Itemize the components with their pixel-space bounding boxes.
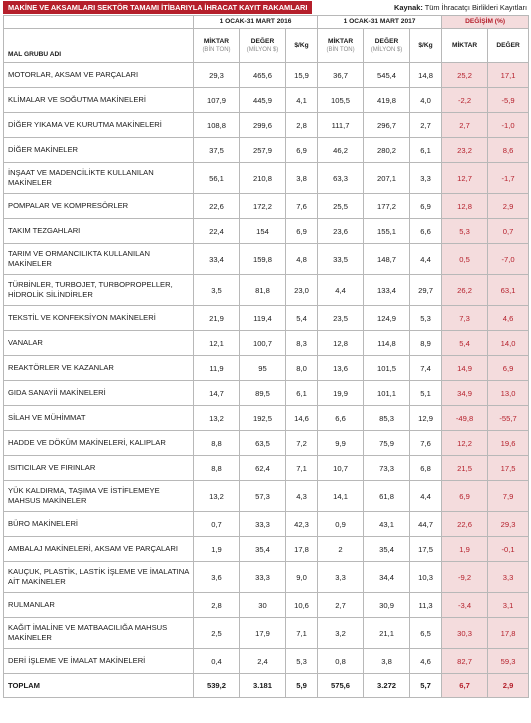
- header-period-2017: 1 OCAK-31 MART 2017: [318, 16, 442, 29]
- header-deger-unit: (MİLYON $): [246, 46, 279, 53]
- row-miktar-2016: 12,1: [194, 331, 240, 356]
- table-row: [4, 649, 529, 674]
- total-deger-2016: 3.181: [240, 674, 286, 698]
- row-usdkg-2016: 15,9: [286, 63, 318, 88]
- row-miktar-2017: 10,7: [318, 456, 364, 481]
- row-miktar-2017: 3,2: [318, 618, 364, 649]
- total-usdkg-2016: 5,9: [286, 674, 318, 698]
- row-name: DİĞER YIKAMA VE KURUTMA MAKİNELERİ: [4, 113, 194, 138]
- row-deger-2017: 296,7: [364, 113, 410, 138]
- row-deger-2016: 81,8: [240, 275, 286, 306]
- row-change-deger: -1,0: [488, 113, 529, 138]
- row-name: ISITICILAR VE FIRINLAR: [4, 456, 194, 481]
- page-title: MAKİNE VE AKSAMLARI SEKTÖR TAMAMI İTİBARIYLA İHRACAT KAYIT RAKAMLARI: [3, 1, 312, 14]
- row-usdkg-2016: 5,3: [286, 649, 318, 674]
- header-miktar-2016: [194, 29, 240, 63]
- row-name: REAKTÖRLER VE KAZANLAR: [4, 356, 194, 381]
- row-usdkg-2016: 10,6: [286, 593, 318, 618]
- header-change-miktar: MİKTAR: [442, 29, 488, 63]
- row-miktar-2017: 0,8: [318, 649, 364, 674]
- row-deger-2016: 172,2: [240, 194, 286, 219]
- row-deger-2016: 299,6: [240, 113, 286, 138]
- row-name: DERİ İŞLEME VE İMALAT MAKİNELERİ: [4, 649, 194, 674]
- header-blank: [4, 16, 194, 29]
- row-change-miktar: 21,5: [442, 456, 488, 481]
- row-deger-2016: 465,6: [240, 63, 286, 88]
- row-usdkg-2016: 4,8: [286, 244, 318, 275]
- row-usdkg-2016: 7,2: [286, 431, 318, 456]
- row-miktar-2017: 9,9: [318, 431, 364, 456]
- row-change-miktar: -2,2: [442, 88, 488, 113]
- table-row: [4, 512, 529, 537]
- row-deger-2016: 89,5: [240, 381, 286, 406]
- row-miktar-2017: 33,5: [318, 244, 364, 275]
- row-deger-2017: 101,5: [364, 356, 410, 381]
- row-name: POMPALAR VE KOMPRESÖRLER: [4, 194, 194, 219]
- row-miktar-2016: 3,6: [194, 562, 240, 593]
- total-change-miktar: 6,7: [442, 674, 488, 698]
- row-name: TÜRBİNLER, TURBOJET, TURBOPROPELLER, HİDROLİK SİLİNDİRLER: [4, 275, 194, 306]
- header-deger-2017: [364, 29, 410, 63]
- row-name: GIDA SANAYİİ MAKİNELERİ: [4, 381, 194, 406]
- row-name: YÜK KALDIRMA, TAŞIMA VE İSTİFLEMEYE MAHSUS MAKİNELER: [4, 481, 194, 512]
- row-deger-2016: 62,4: [240, 456, 286, 481]
- row-miktar-2016: 21,9: [194, 306, 240, 331]
- row-change-deger: -55,7: [488, 406, 529, 431]
- row-change-miktar: 2,7: [442, 113, 488, 138]
- table-row: [4, 244, 529, 275]
- row-deger-2016: 35,4: [240, 537, 286, 562]
- row-change-deger: -7,0: [488, 244, 529, 275]
- header-miktar-label: MİKTAR: [203, 37, 230, 45]
- row-change-deger: 0,7: [488, 219, 529, 244]
- row-deger-2017: 75,9: [364, 431, 410, 456]
- row-change-deger: -5,9: [488, 88, 529, 113]
- table-row: [4, 431, 529, 456]
- header-miktar-unit: (BİN TON): [326, 46, 355, 53]
- row-usdkg-2017: 4,4: [410, 481, 442, 512]
- row-usdkg-2016: 7,1: [286, 618, 318, 649]
- row-deger-2016: 100,7: [240, 331, 286, 356]
- row-miktar-2016: 2,5: [194, 618, 240, 649]
- row-miktar-2016: 22,6: [194, 194, 240, 219]
- row-change-miktar: 25,2: [442, 63, 488, 88]
- row-change-miktar: -3,4: [442, 593, 488, 618]
- header-usdkg-2017: $/Kg: [410, 29, 442, 63]
- row-deger-2017: 207,1: [364, 163, 410, 194]
- row-usdkg-2016: 3,8: [286, 163, 318, 194]
- row-deger-2016: 159,8: [240, 244, 286, 275]
- row-change-miktar: -9,2: [442, 562, 488, 593]
- row-name: İNŞAAT VE MADENCİLİKTE KULLANILAN MAKİNELER: [4, 163, 194, 194]
- header-deger-unit: (MİLYON $): [370, 46, 403, 53]
- row-deger-2016: 210,8: [240, 163, 286, 194]
- row-change-miktar: -49,8: [442, 406, 488, 431]
- row-miktar-2016: 33,4: [194, 244, 240, 275]
- row-change-deger: 8,6: [488, 138, 529, 163]
- table-row: [4, 138, 529, 163]
- row-deger-2016: 95: [240, 356, 286, 381]
- row-miktar-2017: 3,3: [318, 562, 364, 593]
- row-usdkg-2017: 4,6: [410, 649, 442, 674]
- row-change-miktar: 34,9: [442, 381, 488, 406]
- table-row: [4, 306, 529, 331]
- header-miktar-unit: (BİN TON): [202, 46, 231, 53]
- row-miktar-2017: 2: [318, 537, 364, 562]
- row-usdkg-2017: 10,3: [410, 562, 442, 593]
- table-row: [4, 618, 529, 649]
- row-miktar-2016: 0,4: [194, 649, 240, 674]
- row-name: AMBALAJ MAKİNELERİ, AKSAM VE PARÇALARI: [4, 537, 194, 562]
- table-row: [4, 63, 529, 88]
- row-change-deger: 3,3: [488, 562, 529, 593]
- row-usdkg-2016: 8,3: [286, 331, 318, 356]
- row-name: KAUÇUK, PLASTİK, LASTİK İŞLEME VE İMALATINA AİT MAKİNELER: [4, 562, 194, 593]
- header-period-2016: 1 OCAK-31 MART 2016: [194, 16, 318, 29]
- row-miktar-2017: 2,7: [318, 593, 364, 618]
- row-deger-2017: 419,8: [364, 88, 410, 113]
- row-miktar-2017: 46,2: [318, 138, 364, 163]
- row-deger-2017: 133,4: [364, 275, 410, 306]
- row-change-deger: 17,5: [488, 456, 529, 481]
- row-deger-2017: 35,4: [364, 537, 410, 562]
- row-change-miktar: 5,4: [442, 331, 488, 356]
- row-miktar-2016: 14,7: [194, 381, 240, 406]
- row-miktar-2016: 0,7: [194, 512, 240, 537]
- row-usdkg-2017: 3,3: [410, 163, 442, 194]
- row-usdkg-2017: 8,9: [410, 331, 442, 356]
- row-usdkg-2017: 6,8: [410, 456, 442, 481]
- table-row: [4, 163, 529, 194]
- header-mal-grubu: MAL GRUBU ADI: [4, 29, 194, 63]
- row-miktar-2016: 107,9: [194, 88, 240, 113]
- row-miktar-2017: 13,6: [318, 356, 364, 381]
- row-usdkg-2017: 11,3: [410, 593, 442, 618]
- total-miktar-2016: 539,2: [194, 674, 240, 698]
- row-deger-2017: 545,4: [364, 63, 410, 88]
- row-miktar-2017: 19,9: [318, 381, 364, 406]
- row-miktar-2016: 56,1: [194, 163, 240, 194]
- header-miktar-label: MİKTAR: [327, 37, 354, 45]
- row-usdkg-2017: 2,7: [410, 113, 442, 138]
- row-deger-2017: 21,1: [364, 618, 410, 649]
- row-miktar-2017: 0,9: [318, 512, 364, 537]
- row-usdkg-2017: 6,9: [410, 194, 442, 219]
- row-deger-2017: 101,1: [364, 381, 410, 406]
- row-deger-2017: 114,8: [364, 331, 410, 356]
- row-change-miktar: 23,2: [442, 138, 488, 163]
- table-row: [4, 275, 529, 306]
- row-change-deger: 63,1: [488, 275, 529, 306]
- row-name: VANALAR: [4, 331, 194, 356]
- row-miktar-2017: 4,4: [318, 275, 364, 306]
- row-deger-2016: 257,9: [240, 138, 286, 163]
- row-deger-2017: 34,4: [364, 562, 410, 593]
- row-name: DİĞER MAKİNELER: [4, 138, 194, 163]
- row-change-miktar: 5,3: [442, 219, 488, 244]
- row-change-miktar: 14,9: [442, 356, 488, 381]
- row-deger-2017: 43,1: [364, 512, 410, 537]
- row-change-miktar: 30,3: [442, 618, 488, 649]
- row-change-miktar: 12,7: [442, 163, 488, 194]
- row-usdkg-2016: 23,0: [286, 275, 318, 306]
- table-row: [4, 113, 529, 138]
- table-row: [4, 481, 529, 512]
- row-miktar-2016: 29,3: [194, 63, 240, 88]
- row-deger-2017: 30,9: [364, 593, 410, 618]
- row-miktar-2016: 3,5: [194, 275, 240, 306]
- row-change-deger: 14,0: [488, 331, 529, 356]
- row-change-miktar: 22,6: [442, 512, 488, 537]
- source-note: [394, 2, 527, 13]
- total-label: TOPLAM: [4, 674, 194, 698]
- row-change-deger: 7,9: [488, 481, 529, 512]
- row-usdkg-2017: 12,9: [410, 406, 442, 431]
- row-name: TAKIM TEZGAHLARI: [4, 219, 194, 244]
- row-change-deger: 3,1: [488, 593, 529, 618]
- table-row: [4, 219, 529, 244]
- table-row: [4, 356, 529, 381]
- row-miktar-2016: 13,2: [194, 406, 240, 431]
- row-deger-2017: 155,1: [364, 219, 410, 244]
- row-deger-2016: 57,3: [240, 481, 286, 512]
- row-change-deger: 17,8: [488, 618, 529, 649]
- row-miktar-2016: 11,9: [194, 356, 240, 381]
- row-usdkg-2016: 6,1: [286, 381, 318, 406]
- table-row: [4, 537, 529, 562]
- row-miktar-2017: 12,8: [318, 331, 364, 356]
- row-usdkg-2017: 17,5: [410, 537, 442, 562]
- row-deger-2016: 17,9: [240, 618, 286, 649]
- row-change-deger: 4,6: [488, 306, 529, 331]
- row-name: SİLAH VE MÜHİMMAT: [4, 406, 194, 431]
- row-deger-2016: 33,3: [240, 512, 286, 537]
- row-usdkg-2016: 42,3: [286, 512, 318, 537]
- row-change-deger: 17,1: [488, 63, 529, 88]
- row-name: TARIM VE ORMANCILIKTA KULLANILAN MAKİNELER: [4, 244, 194, 275]
- header-row-columns: [4, 29, 529, 63]
- total-miktar-2017: 575,6: [318, 674, 364, 698]
- table-row: [4, 381, 529, 406]
- header-row-periods: [4, 16, 529, 29]
- row-deger-2017: 73,3: [364, 456, 410, 481]
- row-usdkg-2016: 6,9: [286, 138, 318, 163]
- row-deger-2016: 119,4: [240, 306, 286, 331]
- row-miktar-2016: 2,8: [194, 593, 240, 618]
- row-change-miktar: 12,8: [442, 194, 488, 219]
- row-usdkg-2016: 4,3: [286, 481, 318, 512]
- row-miktar-2017: 23,5: [318, 306, 364, 331]
- row-name: HADDE VE DÖKÜM MAKİNELERİ, KALIPLAR: [4, 431, 194, 456]
- row-deger-2017: 148,7: [364, 244, 410, 275]
- row-miktar-2017: 6,6: [318, 406, 364, 431]
- row-change-miktar: 82,7: [442, 649, 488, 674]
- row-usdkg-2017: 4,4: [410, 244, 442, 275]
- row-deger-2016: 2,4: [240, 649, 286, 674]
- row-usdkg-2016: 2,8: [286, 113, 318, 138]
- header-usdkg-2016: $/Kg: [286, 29, 318, 63]
- table-row: [4, 593, 529, 618]
- row-usdkg-2017: 4,0: [410, 88, 442, 113]
- row-usdkg-2016: 7,6: [286, 194, 318, 219]
- row-miktar-2017: 111,7: [318, 113, 364, 138]
- row-name: MOTORLAR, AKSAM VE PARÇALARI: [4, 63, 194, 88]
- row-deger-2017: 85,3: [364, 406, 410, 431]
- row-usdkg-2016: 17,8: [286, 537, 318, 562]
- row-deger-2017: 124,9: [364, 306, 410, 331]
- header-change: DEĞİŞİM (%): [442, 16, 529, 29]
- row-miktar-2016: 37,5: [194, 138, 240, 163]
- table-row: [4, 331, 529, 356]
- table-row: [4, 194, 529, 219]
- total-deger-2017: 3.272: [364, 674, 410, 698]
- total-row: [4, 674, 529, 698]
- row-usdkg-2016: 8,0: [286, 356, 318, 381]
- row-usdkg-2017: 7,4: [410, 356, 442, 381]
- row-change-miktar: 0,5: [442, 244, 488, 275]
- row-name: TEKSTİL VE KONFEKSİYON MAKİNELERİ: [4, 306, 194, 331]
- row-deger-2017: 61,8: [364, 481, 410, 512]
- row-usdkg-2017: 29,7: [410, 275, 442, 306]
- title-bar: [0, 0, 531, 15]
- row-deger-2017: 3,8: [364, 649, 410, 674]
- header-change-deger: DEĞER: [488, 29, 529, 63]
- row-change-deger: 29,3: [488, 512, 529, 537]
- row-miktar-2017: 14,1: [318, 481, 364, 512]
- row-usdkg-2016: 14,6: [286, 406, 318, 431]
- row-usdkg-2017: 44,7: [410, 512, 442, 537]
- row-name: KAĞIT İMALİNE VE MATBAACILIĞA MAHSUS MAKİNELER: [4, 618, 194, 649]
- row-deger-2016: 63,5: [240, 431, 286, 456]
- row-change-deger: 13,0: [488, 381, 529, 406]
- row-name: KLİMALAR VE SOĞUTMA MAKİNELERİ: [4, 88, 194, 113]
- header-deger-label: DEĞER: [374, 37, 399, 45]
- row-deger-2016: 30: [240, 593, 286, 618]
- row-miktar-2016: 8,8: [194, 456, 240, 481]
- table-row: [4, 562, 529, 593]
- source-label: Kaynak:: [394, 3, 423, 12]
- row-usdkg-2016: 9,0: [286, 562, 318, 593]
- row-change-miktar: 26,2: [442, 275, 488, 306]
- row-change-miktar: 6,9: [442, 481, 488, 512]
- row-deger-2016: 192,5: [240, 406, 286, 431]
- row-miktar-2016: 108,8: [194, 113, 240, 138]
- row-miktar-2016: 8,8: [194, 431, 240, 456]
- row-usdkg-2016: 6,9: [286, 219, 318, 244]
- row-change-miktar: 12,2: [442, 431, 488, 456]
- row-change-deger: 59,3: [488, 649, 529, 674]
- table-row: [4, 88, 529, 113]
- row-usdkg-2017: 5,1: [410, 381, 442, 406]
- table-row: [4, 406, 529, 431]
- row-deger-2017: 280,2: [364, 138, 410, 163]
- row-change-miktar: 7,3: [442, 306, 488, 331]
- row-deger-2016: 33,3: [240, 562, 286, 593]
- row-usdkg-2016: 5,4: [286, 306, 318, 331]
- total-change-deger: 2,9: [488, 674, 529, 698]
- row-deger-2017: 177,2: [364, 194, 410, 219]
- header-deger-label: DEĞER: [250, 37, 275, 45]
- row-miktar-2016: 22,4: [194, 219, 240, 244]
- row-name: RULMANLAR: [4, 593, 194, 618]
- row-miktar-2016: 1,9: [194, 537, 240, 562]
- row-deger-2016: 445,9: [240, 88, 286, 113]
- header-deger-2016: [240, 29, 286, 63]
- row-miktar-2017: 23,6: [318, 219, 364, 244]
- row-usdkg-2016: 4,1: [286, 88, 318, 113]
- row-deger-2016: 154: [240, 219, 286, 244]
- row-change-deger: -1,7: [488, 163, 529, 194]
- header-miktar-2017: [318, 29, 364, 63]
- row-miktar-2017: 36,7: [318, 63, 364, 88]
- export-table: [3, 15, 529, 698]
- row-usdkg-2017: 7,6: [410, 431, 442, 456]
- row-miktar-2016: 13,2: [194, 481, 240, 512]
- row-miktar-2017: 105,5: [318, 88, 364, 113]
- row-change-deger: 2,9: [488, 194, 529, 219]
- total-usdkg-2017: 5,7: [410, 674, 442, 698]
- row-change-deger: -0,1: [488, 537, 529, 562]
- source-text: Tüm İhracatçı Birlikleri Kayıtları: [424, 3, 527, 12]
- row-usdkg-2017: 6,6: [410, 219, 442, 244]
- row-name: BÜRO MAKİNELERİ: [4, 512, 194, 537]
- row-usdkg-2017: 5,3: [410, 306, 442, 331]
- row-change-miktar: 1,9: [442, 537, 488, 562]
- row-usdkg-2017: 6,1: [410, 138, 442, 163]
- row-change-deger: 19,6: [488, 431, 529, 456]
- row-usdkg-2016: 7,1: [286, 456, 318, 481]
- row-miktar-2017: 25,5: [318, 194, 364, 219]
- row-usdkg-2017: 6,5: [410, 618, 442, 649]
- table-row: [4, 456, 529, 481]
- row-miktar-2017: 63,3: [318, 163, 364, 194]
- row-change-deger: 6,9: [488, 356, 529, 381]
- row-usdkg-2017: 14,8: [410, 63, 442, 88]
